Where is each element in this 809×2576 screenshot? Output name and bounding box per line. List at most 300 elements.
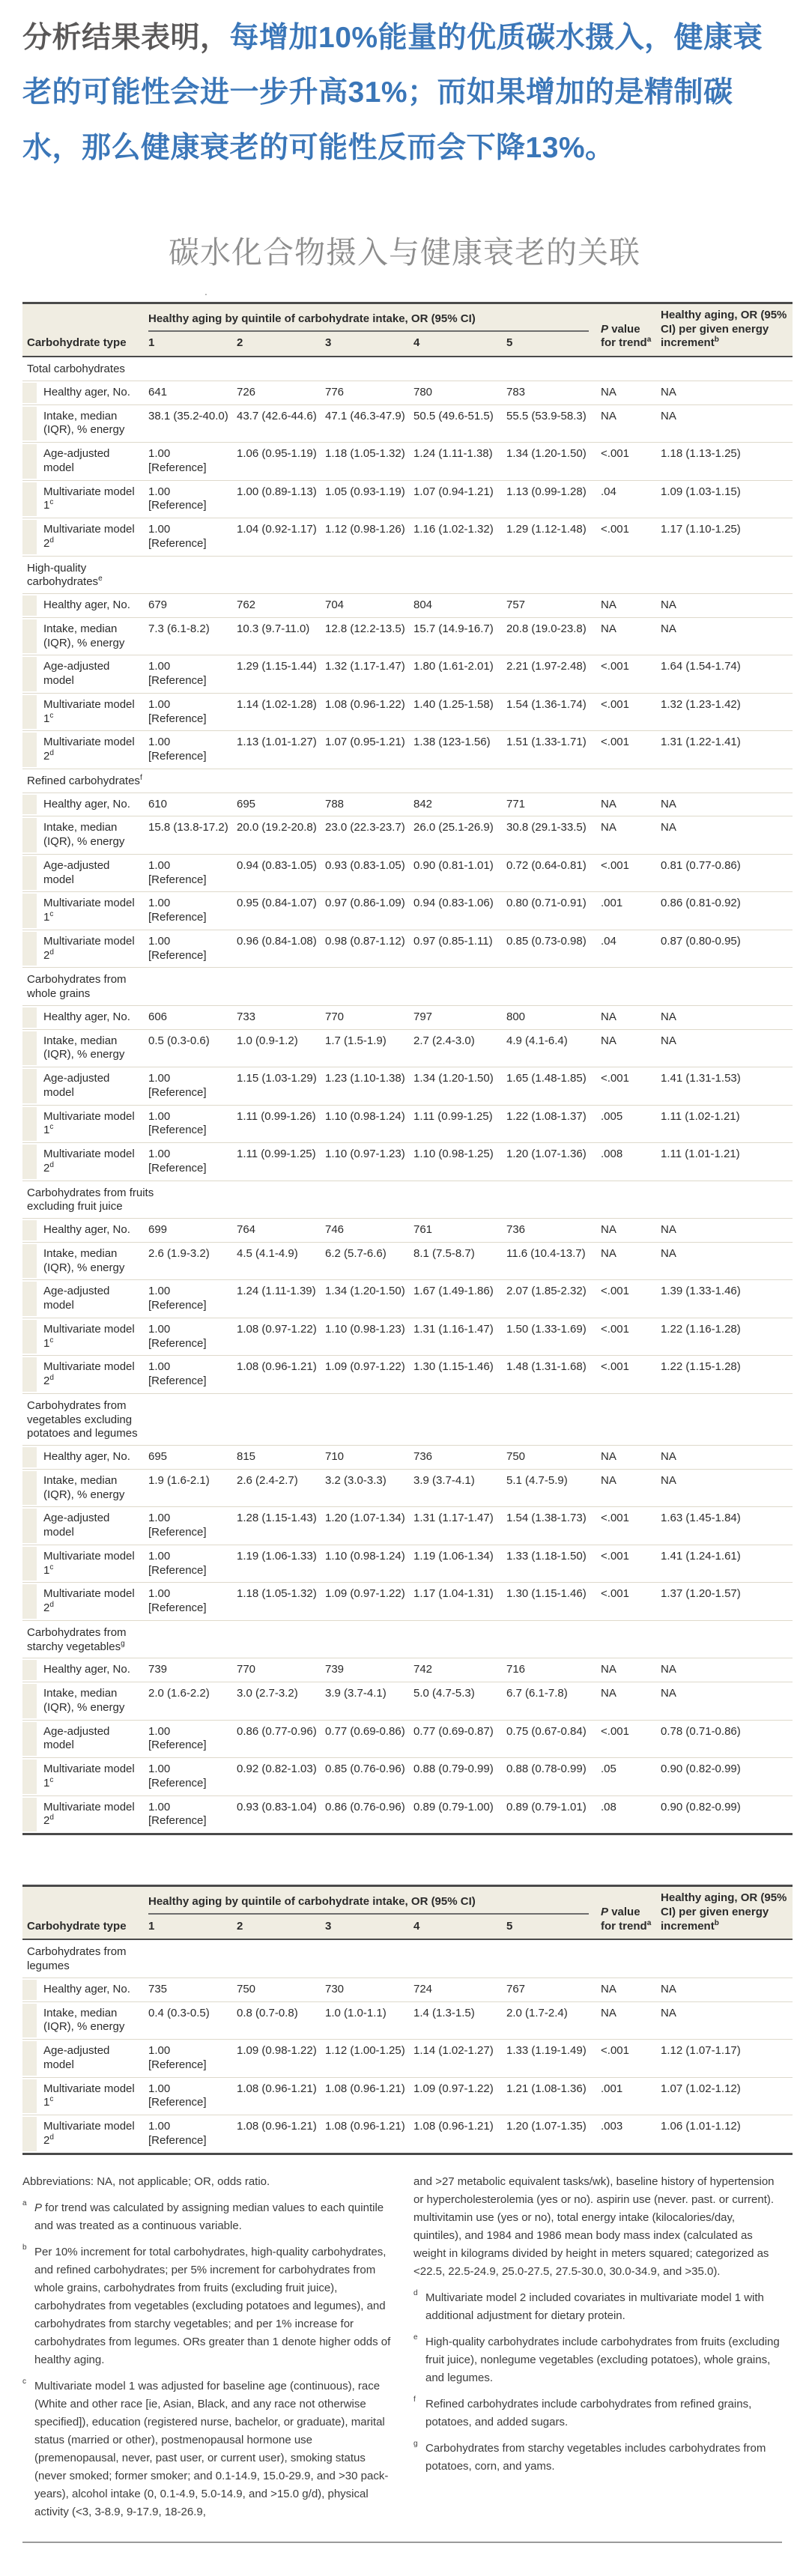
cell: 739 <box>148 1663 168 1676</box>
footnote-marker: g <box>413 2439 418 2448</box>
cell: <.001 <box>601 1512 629 1525</box>
cell: .08 <box>601 1800 616 1813</box>
cell: 1.00 [Reference] <box>148 2044 207 2071</box>
table-row <box>22 1029 793 1067</box>
table-row <box>22 1545 793 1583</box>
footnotes-right-column <box>413 2173 782 2530</box>
row-label-sup: c <box>49 1336 54 1345</box>
cell: 1.11 (1.01-1.21) <box>661 1148 740 1161</box>
table-row <box>22 1583 793 1621</box>
cell: NA <box>601 598 616 612</box>
cell: 1.00 [Reference] <box>148 2082 207 2109</box>
cell: 764 <box>237 1223 256 1237</box>
cell: 1.31 (1.16-1.47) <box>413 1322 494 1336</box>
cell: 736 <box>413 1450 433 1464</box>
cell: 1.31 (1.22-1.41) <box>661 736 741 749</box>
cell: 1.00 [Reference] <box>148 485 207 512</box>
cell: 1.17 (1.10-1.25) <box>661 523 741 536</box>
col-header-q1: 1 <box>148 1919 155 1933</box>
section-sup: g <box>121 1639 125 1648</box>
cell: 47.1 (46.3-47.9) <box>325 409 405 422</box>
cell: 2.07 (1.85-2.32) <box>506 1285 587 1298</box>
cell: 1.30 (1.15-1.46) <box>506 1587 587 1601</box>
row-label-sup: d <box>49 2133 54 2142</box>
cell: 1.7 (1.5-1.9) <box>325 1034 387 1047</box>
intro-paragraph <box>0 0 809 175</box>
table-row <box>22 1682 793 1721</box>
cell: 1.51 (1.33-1.71) <box>506 736 587 749</box>
cell: 1.28 (1.15-1.43) <box>237 1512 317 1525</box>
row-label: Healthy ager, No. <box>22 594 148 618</box>
row-label: Multivariate model 2$^d$ <box>22 1143 148 1181</box>
cell: 1.10 (0.98-1.23) <box>325 1322 405 1336</box>
cell: 0.72 (0.64-0.81) <box>506 858 587 872</box>
cell: 1.19 (1.06-1.33) <box>237 1549 317 1563</box>
row-label: Multivariate model 1$^c$ <box>22 1545 148 1583</box>
cell: 10.3 (9.7-11.0) <box>237 622 310 635</box>
footnotes <box>22 2173 782 2530</box>
col-header-q1: 1 <box>148 336 155 350</box>
section-label-text: Carbohydrates from whole grains <box>27 973 127 1001</box>
cell: 6.2 (5.7-6.6) <box>325 1246 387 1260</box>
cell: 0.90 (0.81-1.01) <box>413 858 494 872</box>
spanner-row <box>22 1886 793 1915</box>
cell: 2.6 (1.9-3.2) <box>148 1246 210 1260</box>
cell: 11.6 (10.4-13.7) <box>506 1246 586 1260</box>
cell: 726 <box>237 385 256 398</box>
table-row <box>22 892 793 930</box>
cell: 1.05 (0.93-1.19) <box>325 485 405 498</box>
footnote-marker: d <box>413 2288 418 2297</box>
col-header-energy-increment: Healthy aging, OR (95% CI) per given energy increment$^b$ <box>661 1891 787 1933</box>
cell: <.001 <box>601 523 629 536</box>
cell: NA <box>661 385 676 398</box>
col-header-spanner <box>148 1886 601 1915</box>
table-row <box>22 2040 793 2078</box>
cell: 736 <box>506 1223 526 1237</box>
carb-table-2 <box>22 1885 793 2155</box>
row-label: Multivariate model 1$^c$ <box>22 693 148 731</box>
cell: 1.09 (0.98-1.22) <box>237 2044 317 2058</box>
stray-mark: . <box>204 285 207 297</box>
section-label <box>22 1181 793 1219</box>
cell: 1.65 (1.48-1.85) <box>506 1072 587 1085</box>
cell: 679 <box>148 598 168 612</box>
cell: 1.22 (1.16-1.28) <box>661 1322 741 1336</box>
col-header-q4: 4 <box>413 1919 420 1933</box>
col-header-q3: 3 <box>325 336 332 350</box>
section-row <box>22 1393 793 1445</box>
cell: NA <box>661 1473 676 1487</box>
footnote-marker: c <box>22 2377 26 2386</box>
cell: 5.0 (4.7-5.3) <box>413 1687 475 1700</box>
cell: 0.85 (0.76-0.96) <box>325 1763 405 1776</box>
row-label: Intake, median (IQR), % energy <box>22 404 148 443</box>
cell: NA <box>601 622 616 635</box>
footnote: and >27 metabolic equivalent tasks/wk), baseline history of hypertension or hypercholesterolemia (yes or no). aspirin use (never. past. or current). multivitamin use (yes or no), total energy intake (kilocalories/day, quintiles), and 1984 and 1986 mean body mass index (calculated as weight in kilograms divided by height in meters squared; categorized as <22.5, 22.5-24.9, 25.0-27.5, 27.5-30.0, 30.0-34.9, and >35.0). <box>413 2175 775 2278</box>
cell: 739 <box>325 1663 345 1676</box>
cell: 1.12 (0.98-1.26) <box>325 523 405 536</box>
cell: 4.9 (4.1-6.4) <box>506 1034 568 1047</box>
cell: 1.00 [Reference] <box>148 1072 207 1099</box>
section-label-text: Carbohydrates from vegetables excluding potatoes and legumes <box>27 1398 138 1440</box>
row-label: Age-adjusted model <box>22 1067 148 1106</box>
table-row <box>22 1356 793 1394</box>
cell: 0.93 (0.83-1.05) <box>325 858 405 872</box>
table-body <box>22 1939 793 2154</box>
cell: 0.88 (0.79-0.99) <box>413 1763 494 1776</box>
cell: 1.24 (1.11-1.39) <box>237 1285 316 1298</box>
row-label: Age-adjusted model <box>22 443 148 481</box>
cell: 26.0 (25.1-26.9) <box>413 821 494 834</box>
cell: 1.18 (1.13-1.25) <box>661 447 741 461</box>
col-header-q4: 4 <box>413 336 420 350</box>
cell: 1.08 (0.96-1.21) <box>325 2120 405 2133</box>
col-header-p-value: P value for trend$^a$ <box>601 1905 652 1933</box>
row-label: Healthy ager, No. <box>22 381 148 404</box>
carb-table-1-wrap <box>22 285 793 1835</box>
cell: NA <box>601 821 616 834</box>
cell: 1.00 [Reference] <box>148 934 207 962</box>
row-label: Intake, median (IQR), % energy <box>22 1029 148 1067</box>
section-label <box>22 769 793 793</box>
cell: NA <box>661 1010 676 1023</box>
section-label-text: Total carbohydrates <box>27 363 125 376</box>
cell: 1.00 [Reference] <box>148 447 207 474</box>
row-label: Healthy ager, No. <box>22 1219 148 1243</box>
cell: 770 <box>325 1010 345 1023</box>
cell: 55.5 (53.9-58.3) <box>506 409 587 422</box>
cell: 757 <box>506 598 526 612</box>
footnote-marker: a <box>22 2198 27 2207</box>
cell: 1.54 (1.36-1.74) <box>506 697 587 711</box>
cell: NA <box>601 1687 616 1700</box>
cell: 43.7 (42.6-44.6) <box>237 409 317 422</box>
cell: 1.23 (1.10-1.38) <box>325 1072 405 1085</box>
cell: 1.00 [Reference] <box>148 1763 207 1789</box>
row-label: Intake, median (IQR), % energy <box>22 2001 148 2040</box>
cell: 610 <box>148 797 168 810</box>
table-row <box>22 443 793 481</box>
cell: 1.00 [Reference] <box>148 1800 207 1828</box>
cell: 4.5 (4.1-4.9) <box>237 1246 298 1260</box>
table-row <box>22 2115 793 2154</box>
cell: 1.54 (1.38-1.73) <box>506 1512 587 1525</box>
cell: 1.32 (1.23-1.42) <box>661 697 741 711</box>
section-label <box>22 1939 793 1978</box>
row-label: Multivariate model 1$^c$ <box>22 1318 148 1356</box>
cell: 1.34 (1.20-1.50) <box>325 1285 405 1298</box>
table-row <box>22 1720 793 1758</box>
row-label: Multivariate model 2$^d$ <box>22 2115 148 2154</box>
table-row <box>22 1005 793 1029</box>
row-label-sup: c <box>49 1563 54 1572</box>
cell: 1.08 (0.96-1.21) <box>413 2120 494 2133</box>
cell: 788 <box>325 797 345 810</box>
table-row <box>22 816 793 855</box>
table-row <box>22 655 793 694</box>
row-label: Multivariate model 2$^d$ <box>22 1583 148 1621</box>
cell: 804 <box>413 598 433 612</box>
cell: 797 <box>413 1010 433 1023</box>
cell: 1.09 (0.97-1.22) <box>413 2082 494 2095</box>
cell: 0.5 (0.3-0.6) <box>148 1034 210 1047</box>
cell: 1.20 (1.07-1.34) <box>325 1512 405 1525</box>
row-label: Intake, median (IQR), % energy <box>22 1242 148 1280</box>
row-label: Healthy ager, No. <box>22 793 148 816</box>
table-row <box>22 1469 793 1507</box>
cell: 0.97 (0.85-1.11) <box>413 934 493 948</box>
cell: NA <box>601 2006 616 2019</box>
table-row <box>22 1143 793 1181</box>
cell: 3.2 (3.0-3.3) <box>325 1473 387 1487</box>
cell: 1.00 [Reference] <box>148 858 207 886</box>
table-row <box>22 693 793 731</box>
cell: 1.30 (1.15-1.46) <box>413 1360 494 1374</box>
cell: 1.9 (1.6-2.1) <box>148 1473 210 1487</box>
table-row <box>22 381 793 404</box>
cell: NA <box>601 1246 616 1260</box>
row-label: Multivariate model 2$^d$ <box>22 518 148 557</box>
cell: 1.09 (1.03-1.15) <box>661 485 741 498</box>
col-header-q5: 5 <box>506 336 513 350</box>
cell: 38.1 (35.2-40.0) <box>148 409 228 422</box>
cell: 704 <box>325 598 345 612</box>
cell: <.001 <box>601 2044 629 2058</box>
row-label: Age-adjusted model <box>22 1507 148 1545</box>
cell: 3.9 (3.7-4.1) <box>413 1473 475 1487</box>
cell: 1.22 (1.15-1.28) <box>661 1360 741 1374</box>
cell: 0.87 (0.80-0.95) <box>661 934 741 948</box>
cell: 1.67 (1.49-1.86) <box>413 1285 494 1298</box>
cell: 780 <box>413 385 433 398</box>
cell: NA <box>601 409 616 422</box>
row-label-sup: c <box>49 711 54 720</box>
cell: NA <box>661 1223 676 1237</box>
cell: 1.16 (1.02-1.32) <box>413 523 494 536</box>
col-header-q2: 2 <box>237 1919 243 1933</box>
col-header-q2: 2 <box>237 336 243 350</box>
cell: <.001 <box>601 1072 629 1085</box>
cell: 0.88 (0.78-0.99) <box>506 1763 587 1776</box>
cell: 0.86 (0.76-0.96) <box>325 1800 405 1813</box>
cell: 1.09 (0.97-1.22) <box>325 1360 405 1374</box>
table-row <box>22 518 793 557</box>
cell: 1.11 (0.99-1.25) <box>413 1109 493 1123</box>
col-header-carb-type: Carbohydrate type <box>27 1919 127 1933</box>
cell: 1.00 [Reference] <box>148 1109 207 1137</box>
table-row <box>22 1318 793 1356</box>
col-header-carb-type: Carbohydrate type <box>27 336 127 350</box>
cell: <.001 <box>601 736 629 749</box>
cell: .04 <box>601 485 616 498</box>
cell: <.001 <box>601 697 629 711</box>
cell: 1.18 (1.05-1.32) <box>325 447 405 461</box>
row-label-sup: d <box>49 1601 54 1610</box>
cell: 1.40 (1.25-1.58) <box>413 697 494 711</box>
row-label: Multivariate model 1$^c$ <box>22 1758 148 1796</box>
cell: NA <box>661 1450 676 1464</box>
cell: 0.4 (0.3-0.5) <box>148 2006 210 2019</box>
row-label: Healthy ager, No. <box>22 1005 148 1029</box>
cell: 1.0 (0.9-1.2) <box>237 1034 298 1047</box>
cell: NA <box>601 1982 616 1995</box>
cell: NA <box>661 1246 676 1260</box>
row-label: Multivariate model 1$^c$ <box>22 1105 148 1143</box>
cell: 1.06 (1.01-1.12) <box>661 2120 741 2133</box>
cell: 1.39 (1.33-1.46) <box>661 1285 741 1298</box>
cell: 1.64 (1.54-1.74) <box>661 660 741 673</box>
cell: 815 <box>237 1450 256 1464</box>
section-row <box>22 1181 793 1219</box>
cell: 716 <box>506 1663 526 1676</box>
row-label: Age-adjusted model <box>22 2040 148 2078</box>
cell: 0.93 (0.83-1.04) <box>237 1800 317 1813</box>
footnote: Abbreviations: NA, not applicable; OR, odds ratio. <box>22 2175 270 2188</box>
row-label-sup: d <box>49 948 54 957</box>
row-label: Healthy ager, No. <box>22 1658 148 1682</box>
footnote: a P for trend was calculated by assigning median values to each quintile and was treated as a continuous variable. <box>22 2198 384 2232</box>
cell: 50.5 (49.6-51.5) <box>413 409 494 422</box>
table-row <box>22 617 793 655</box>
row-label-sup: c <box>49 1775 54 1784</box>
row-label: Multivariate model 2$^d$ <box>22 731 148 769</box>
table-row <box>22 1219 793 1243</box>
row-label: Multivariate model 2$^d$ <box>22 930 148 968</box>
carb-table-1 <box>22 302 793 1835</box>
cell: 0.89 (0.79-1.00) <box>413 1800 494 1813</box>
cell: 1.12 (1.07-1.17) <box>661 2044 741 2058</box>
cell: 2.6 (2.4-2.7) <box>237 1473 298 1487</box>
cell: 1.00 [Reference] <box>148 660 207 688</box>
cell: 1.63 (1.45-1.84) <box>661 1512 741 1525</box>
cell: 0.90 (0.82-0.99) <box>661 1800 741 1813</box>
cell: 1.38 (123-1.56) <box>413 736 491 749</box>
row-label-sup: d <box>49 1813 54 1822</box>
table-row <box>22 731 793 769</box>
cell: 1.29 (1.12-1.48) <box>506 523 587 536</box>
cell: NA <box>661 2006 676 2019</box>
table-row <box>22 1242 793 1280</box>
cell: NA <box>661 598 676 612</box>
cell: 1.08 (0.97-1.22) <box>237 1322 317 1336</box>
cell: NA <box>661 1687 676 1700</box>
cell: 1.33 (1.18-1.50) <box>506 1549 587 1563</box>
footnote: g Carbohydrates from starchy vegetables includes carbohydrates from potatoes, corn, and yams. <box>413 2439 766 2473</box>
row-label-sup: c <box>49 2095 54 2104</box>
cell: 1.20 (1.07-1.36) <box>506 1148 587 1161</box>
bottom-rule <box>22 2542 782 2543</box>
table-row <box>22 480 793 518</box>
table-row <box>22 1280 793 1318</box>
cell: <.001 <box>601 1724 629 1738</box>
cell: NA <box>661 1034 676 1047</box>
cell: 1.12 (1.00-1.25) <box>325 2044 405 2058</box>
cell: 771 <box>506 797 526 810</box>
cell: 1.10 (0.98-1.24) <box>325 1549 405 1563</box>
cell: <.001 <box>601 858 629 872</box>
cell: 1.22 (1.08-1.37) <box>506 1109 587 1123</box>
row-label: Healthy ager, No. <box>22 1978 148 2001</box>
row-label: Intake, median (IQR), % energy <box>22 1682 148 1721</box>
table-row <box>22 1658 793 1682</box>
table-row <box>22 1105 793 1143</box>
table-row <box>22 1067 793 1106</box>
row-label-sup: d <box>49 1374 54 1383</box>
cell: 1.09 (0.97-1.22) <box>325 1587 405 1601</box>
cell: 750 <box>506 1450 526 1464</box>
cell: 0.75 (0.67-0.84) <box>506 1724 587 1738</box>
col-header-p-value: P value for trend$^a$ <box>601 322 652 350</box>
cell: 0.97 (0.86-1.09) <box>325 897 405 910</box>
table-row <box>22 793 793 816</box>
cell: 1.00 [Reference] <box>148 523 207 550</box>
cell: 0.86 (0.77-0.96) <box>237 1724 317 1738</box>
cell: 1.08 (0.96-1.22) <box>325 697 405 711</box>
intro-highlight-text: 每增加10%能量的优质碳水摄入，健康衰老的可能性会进一步升高31%；而如果增加的是精制碳水，那么健康衰老的可能性反而会下降13%。 <box>22 22 763 164</box>
cell: 1.15 (1.03-1.29) <box>237 1072 317 1085</box>
cell: 606 <box>148 1010 168 1023</box>
row-label: Age-adjusted model <box>22 854 148 892</box>
cell: 1.33 (1.19-1.49) <box>506 2044 587 2058</box>
cell: 0.86 (0.81-0.92) <box>661 897 741 910</box>
cell: 3.0 (2.7-3.2) <box>237 1687 298 1700</box>
cell: 8.1 (7.5-8.7) <box>413 1246 475 1260</box>
section-label-text: Carbohydrates from starchy vegetables$^g$ <box>27 1625 127 1653</box>
cell: 733 <box>237 1010 256 1023</box>
row-label: Multivariate model 2$^d$ <box>22 1795 148 1834</box>
cell: <.001 <box>601 1587 629 1601</box>
cell: 3.9 (3.7-4.1) <box>325 1687 387 1700</box>
cell: 742 <box>413 1663 433 1676</box>
table-row <box>22 1507 793 1545</box>
cell: .008 <box>601 1148 623 1161</box>
cell: 1.37 (1.20-1.57) <box>661 1587 741 1601</box>
cell: 767 <box>506 1982 526 1995</box>
cell: 735 <box>148 1982 168 1995</box>
cell: NA <box>661 1663 676 1676</box>
table-header <box>22 303 793 357</box>
cell: 1.32 (1.17-1.47) <box>325 660 405 673</box>
cell: .04 <box>601 934 616 948</box>
cell: 842 <box>413 797 433 810</box>
cell: 1.24 (1.11-1.38) <box>413 447 493 461</box>
section-sup: f <box>139 773 142 782</box>
cell: 1.17 (1.04-1.31) <box>413 1587 494 1601</box>
table-row <box>22 404 793 443</box>
cell: .001 <box>601 2082 623 2095</box>
cell: 1.00 [Reference] <box>148 1512 207 1539</box>
cell: 6.7 (6.1-7.8) <box>506 1687 568 1700</box>
cell: NA <box>661 797 676 810</box>
table-row <box>22 854 793 892</box>
row-label-sup: c <box>49 498 54 507</box>
footnote-marker: e <box>413 2333 418 2342</box>
cell: 0.92 (0.82-1.03) <box>237 1763 317 1776</box>
section-row <box>22 357 793 381</box>
cell: 1.08 (0.96-1.21) <box>325 2082 405 2095</box>
cell: 0.81 (0.77-0.86) <box>661 858 741 872</box>
cell: 5.1 (4.7-5.9) <box>506 1473 568 1487</box>
cell: 770 <box>237 1663 256 1676</box>
cell: 2.21 (1.97-2.48) <box>506 660 587 673</box>
section-label-text: High-quality carbohydrates$^e$ <box>27 561 103 589</box>
section-label <box>22 968 793 1006</box>
cell: 7.3 (6.1-8.2) <box>148 622 210 635</box>
cell: NA <box>601 1010 616 1023</box>
row-label: Multivariate model 1$^c$ <box>22 2077 148 2115</box>
intro-prefix-text: 分析结果表明， <box>22 22 230 54</box>
